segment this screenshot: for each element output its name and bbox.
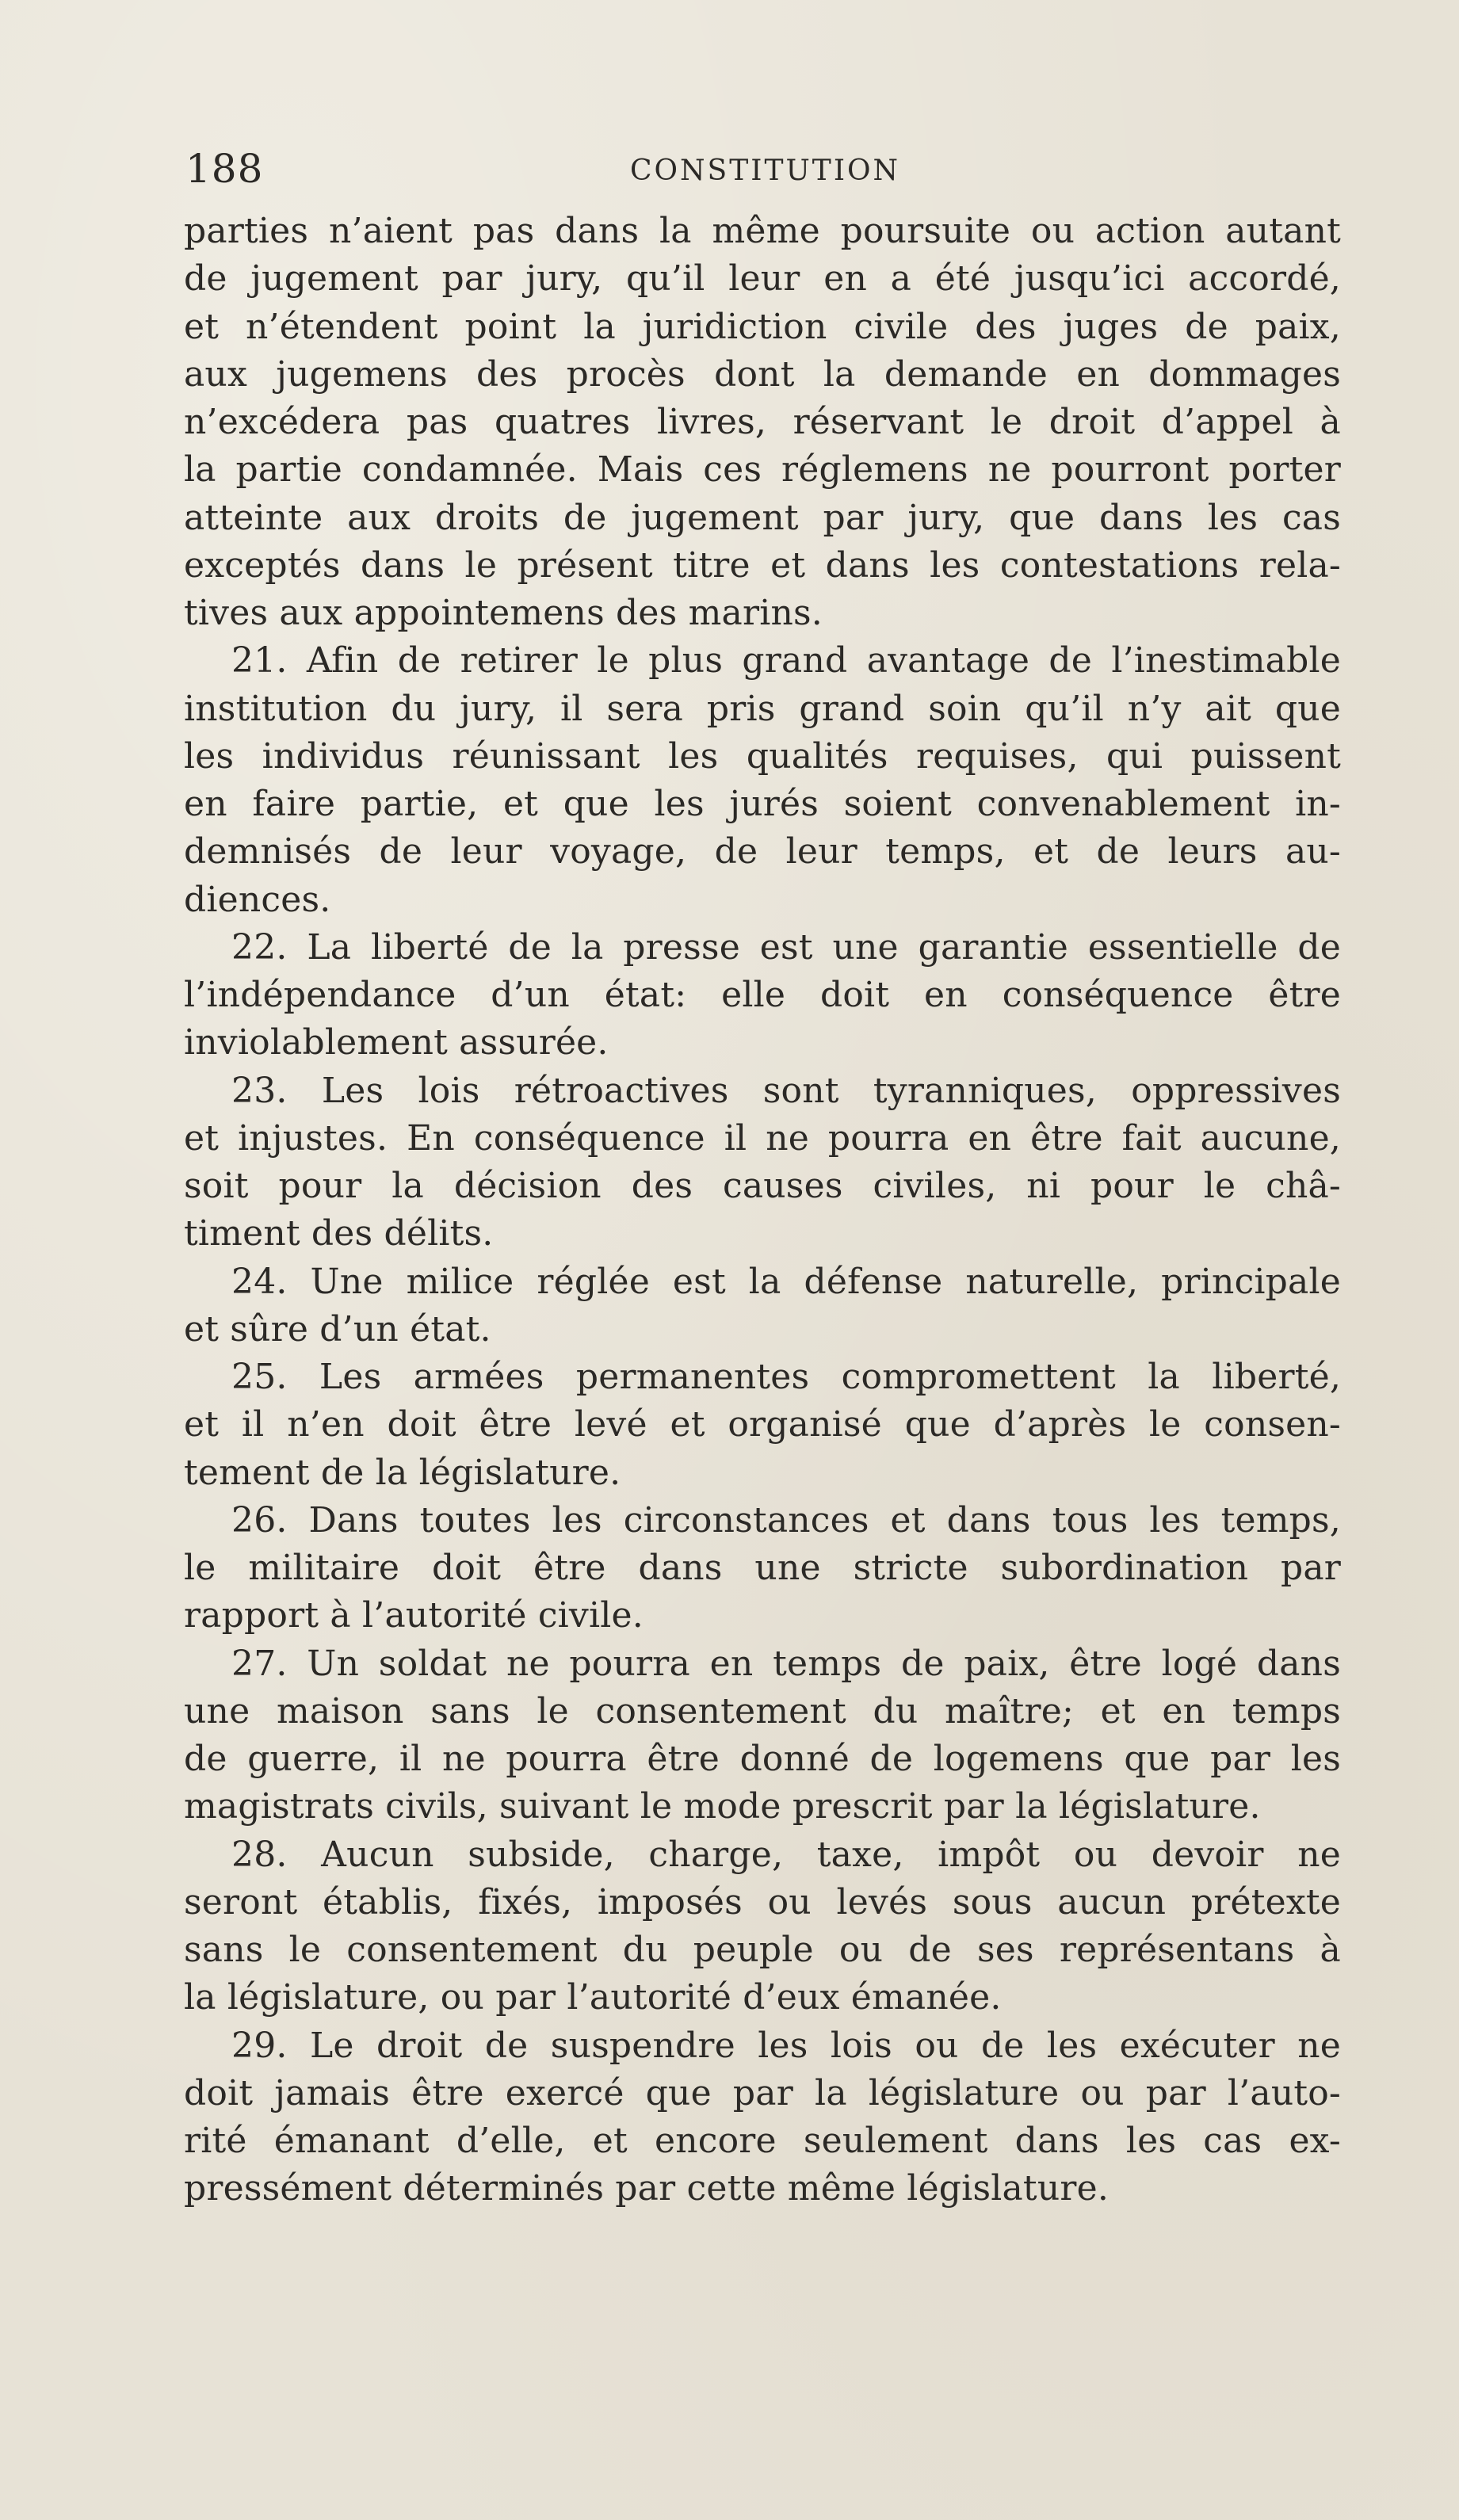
body-text <box>184 208 1341 2213</box>
article-26-line: 26. Dans toutes les circonstances et dans tous les temps, <box>231 1499 1341 1541</box>
text-line: timent des délits. <box>184 1213 494 1254</box>
text-line: diences. <box>184 879 331 920</box>
text-line: n’excédera pas quatres livres, réservant le droit d’appel à <box>184 402 1341 442</box>
text-line: de jugement par jury, qu’il leur en a été jusqu’ici accordé, <box>184 258 1341 300</box>
text-line: une maison sans le consentement du maître; et en temps <box>184 1690 1341 1732</box>
text-line: magistrats civils, suivant le mode prescrit par la législature. <box>184 1786 1261 1827</box>
text-line: les individus réunissant les qualités requises, qui puissent <box>184 735 1341 777</box>
text-line: et n’étendent point la juridiction civile des juges de paix, <box>184 306 1341 347</box>
text-line: aux jugemens des procès dont la demande en dommages <box>184 353 1341 395</box>
article-27-line: 27. Un soldat ne pourra en temps de paix, être logé dans <box>231 1643 1341 1684</box>
text-line: demnisés de leur voyage, de leur temps, et de leurs au- <box>184 831 1341 872</box>
article-23-line: 23. Les lois rétroactives sont tyranniques, oppressives <box>231 1070 1341 1111</box>
text-line: soit pour la décision des causes civiles, ni pour le châ- <box>184 1166 1341 1206</box>
text-line: parties n’aient pas dans la même poursuite ou action autant <box>184 211 1341 251</box>
text-line: exceptés dans le présent titre et dans les contestations rela- <box>184 544 1341 586</box>
text-line: le militaire doit être dans une stricte subordination par <box>184 1548 1341 1588</box>
text-line: et sûre d’un état. <box>184 1308 491 1350</box>
article-25-line: 25. Les armées permanentes compromettent la liberté, <box>231 1357 1341 1397</box>
text-line: rité émanant d’elle, et encore seulement dans les cas ex- <box>184 2121 1341 2161</box>
text-line: inviolablement assurée. <box>184 1022 609 1063</box>
text-line: atteinte aux droits de jugement par jury, que dans les cas <box>184 497 1341 538</box>
running-title: CONSTITUTION <box>630 155 901 187</box>
article-22-line: 22. La liberté de la presse est une garantie essentielle de <box>231 926 1341 968</box>
text-line: doit jamais être exercé que par la législature ou par l’auto- <box>184 2072 1341 2113</box>
running-head <box>0 141 1459 197</box>
text-line: tement de la législature. <box>184 1452 621 1493</box>
article-24-line: 24. Une milice réglée est la défense naturelle, principale <box>231 1261 1341 1302</box>
text-line: en faire partie, et que les jurés soient convenablement in- <box>184 784 1341 824</box>
text-line: institution du jury, il sera pris grand soin qu’il n’y ait que <box>184 688 1341 729</box>
text-line: pressément déterminés par cette même législature. <box>184 2168 1110 2209</box>
article-28-line: 28. Aucun subside, charge, taxe, impôt ou devoir ne <box>231 1834 1341 1875</box>
article-21-line: 21. Afin de retirer le plus grand avantage de l’inestimable <box>231 640 1341 682</box>
text-line: seront établis, fixés, imposés ou levés sous aucun prétexte <box>184 1881 1341 1922</box>
text-line: et injustes. En conséquence il ne pourra en être fait aucune, <box>184 1117 1341 1159</box>
text-line: rapport à l’autorité civile. <box>184 1595 644 1636</box>
text-line: la partie condamnée. Mais ces réglemens ne pourront porter <box>184 449 1341 491</box>
text-line: l’indépendance d’un état: elle doit en conséquence être <box>184 975 1341 1015</box>
article-29-line: 29. Le droit de suspendre les lois ou de les exécuter ne <box>231 2025 1341 2066</box>
text-line: tives aux appointemens des marins. <box>184 593 823 633</box>
page-number: 188 <box>185 146 264 192</box>
text-line: la législature, ou par l’autorité d’eux émanée. <box>184 1977 1002 2018</box>
text-line: et il n’en doit être levé et organisé que d’après le consen- <box>184 1404 1341 1445</box>
text-line: de guerre, il ne pourra être donné de logemens que par les <box>184 1739 1341 1779</box>
text-line: sans le consentement du peuple ou de ses représentans à <box>184 1930 1341 1970</box>
